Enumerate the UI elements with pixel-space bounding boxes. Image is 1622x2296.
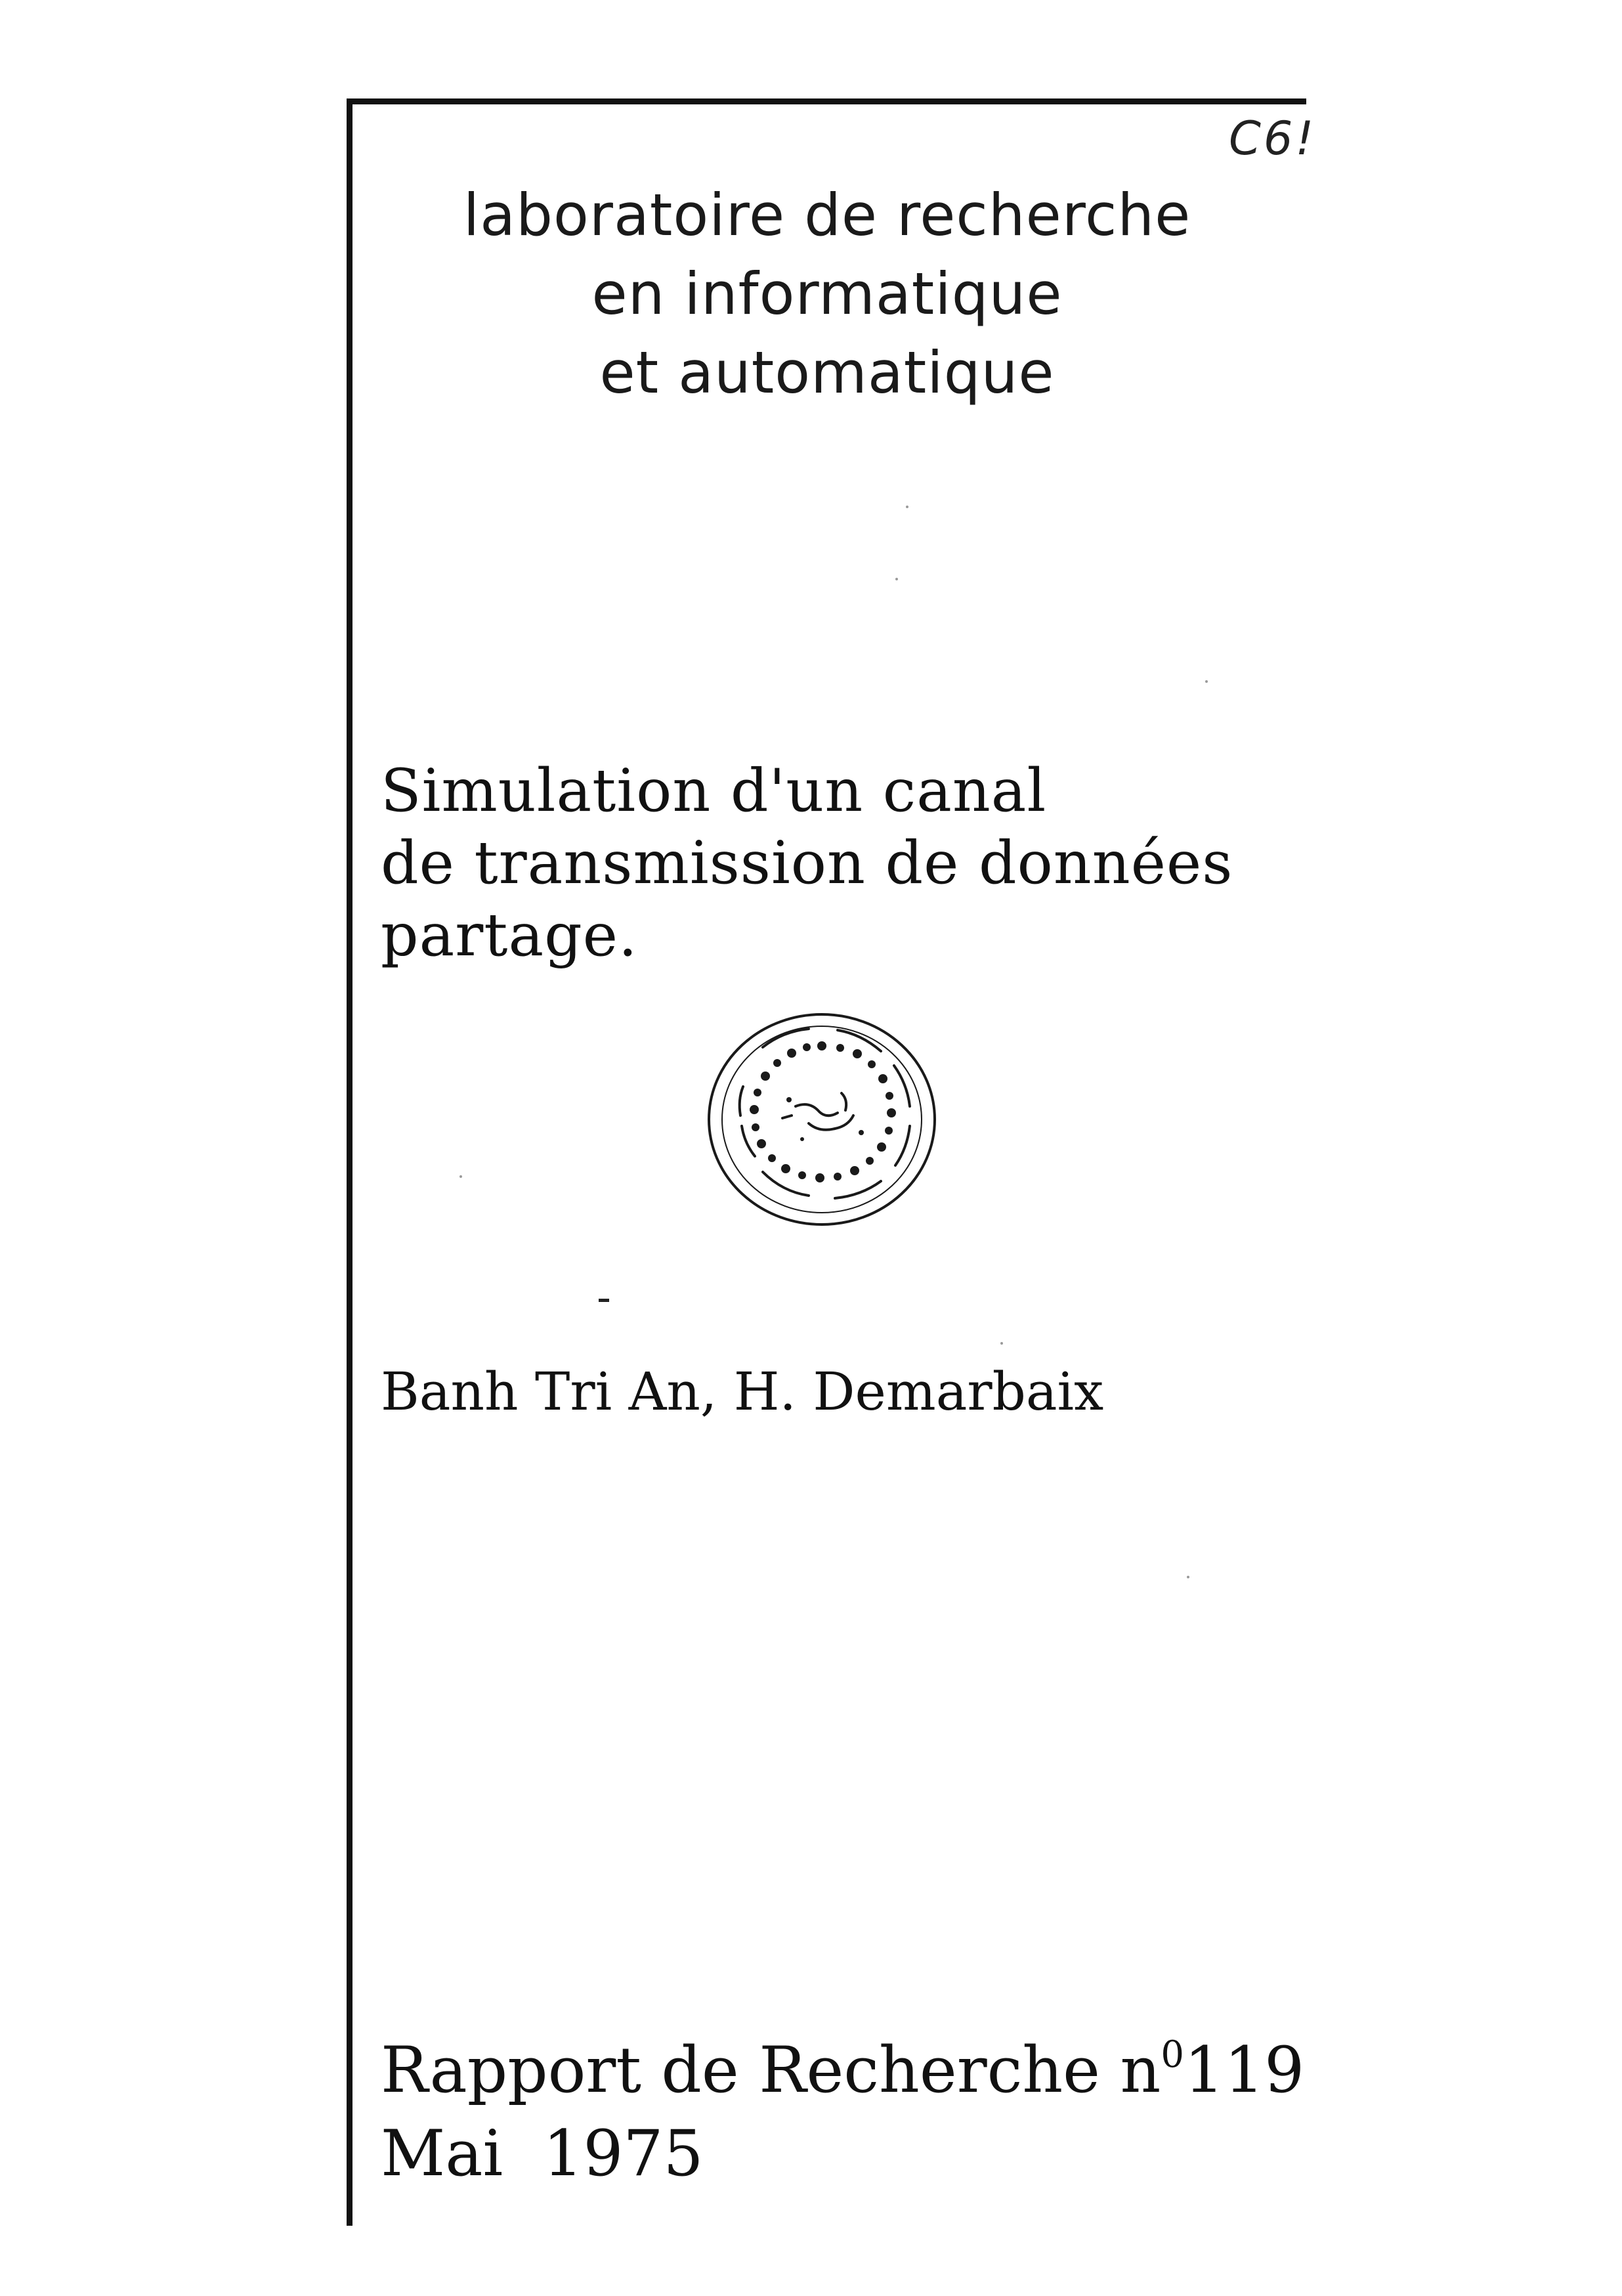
paper-speck (1205, 680, 1208, 683)
frame-top-rule (347, 98, 1306, 104)
institution-line: en informatique (591, 260, 1063, 328)
institution-line: et automatique (599, 339, 1055, 406)
authors: Banh Tri An, H. Demarbaix (381, 1361, 1104, 1422)
report-label: Rapport de Recherche n (381, 2033, 1161, 2107)
report-number-degree: 0 (1161, 2033, 1184, 2076)
institution-name (394, 176, 1260, 412)
report-title (381, 755, 1233, 972)
institution-line: laboratoire de recherche (463, 181, 1191, 249)
paper-speck (1187, 1576, 1189, 1578)
title-line: partage. (381, 901, 638, 970)
title-line: Simulation d'un canal (381, 756, 1047, 825)
paper-speck (459, 1175, 462, 1178)
paper-speck (906, 506, 908, 508)
report-date: Mai 1975 (381, 2117, 704, 2190)
frame-left-rule (347, 98, 352, 2226)
report-number (381, 2016, 1304, 2110)
library-stamp-icon (704, 1008, 940, 1231)
dash-mark (599, 1299, 609, 1302)
title-line: de transmission de données (381, 829, 1233, 898)
paper-speck (895, 578, 898, 580)
paper-speck (1000, 1342, 1003, 1345)
report-number-value: 119 (1184, 2033, 1305, 2107)
handwritten-code: C6! (1229, 112, 1317, 165)
